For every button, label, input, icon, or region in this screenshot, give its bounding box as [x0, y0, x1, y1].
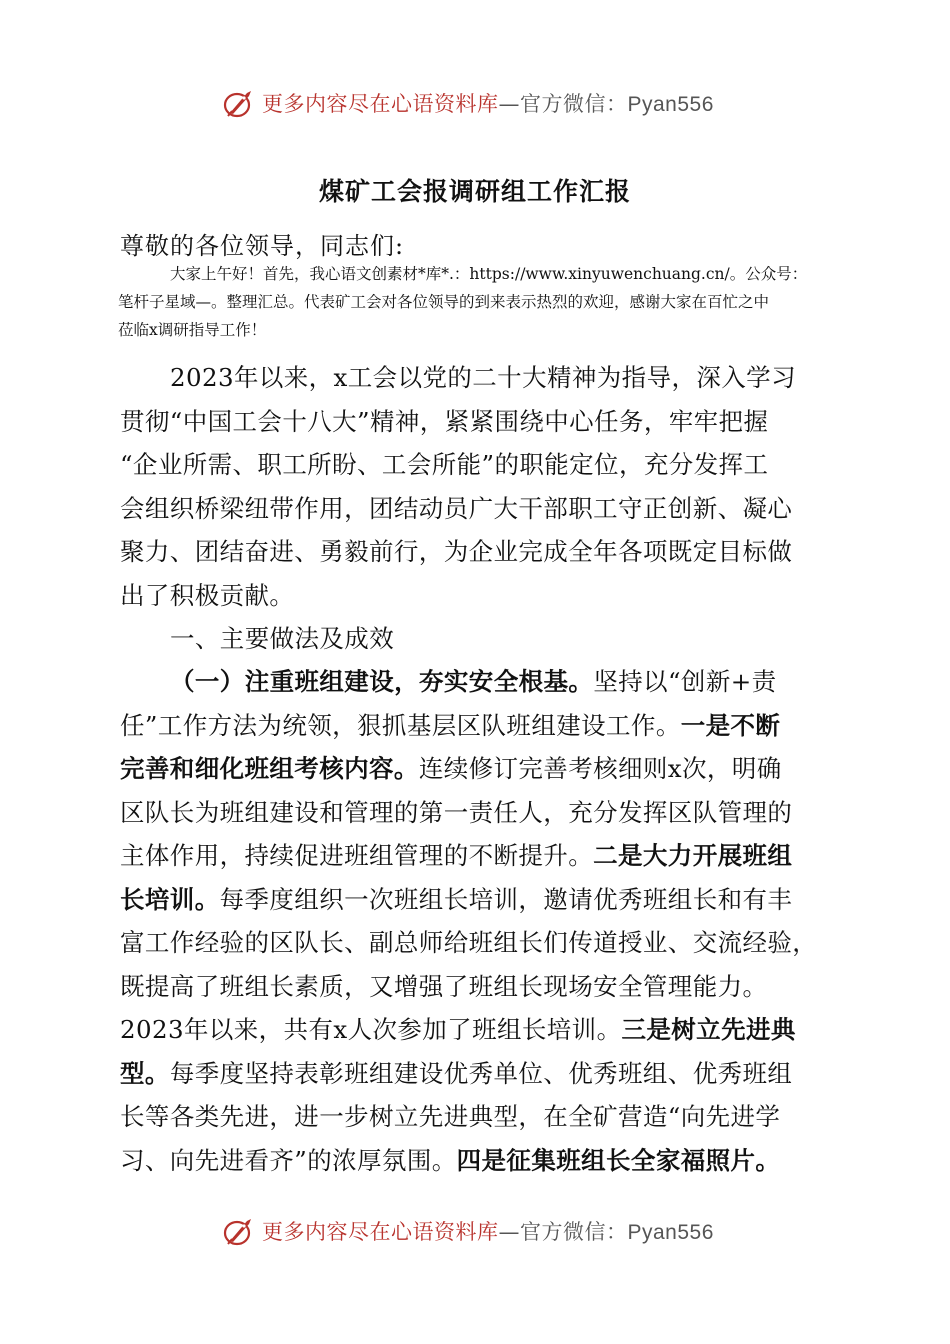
- point-bold: 四是征集班组长全家福照片。: [456, 1145, 781, 1175]
- point-bold: 型。: [120, 1058, 170, 1088]
- text-line: 富工作经验的区队长、副总师给班组长们传道授业、交流经验，: [120, 928, 818, 957]
- paragraph-overview: [120, 356, 832, 617]
- text-line: [120, 878, 832, 922]
- point-bold: 一是不断: [680, 710, 781, 740]
- text-run: 习、向先进看齐”的浓厚氛围。: [120, 1145, 457, 1175]
- point-bold: 完善和细化班组考核内容。: [120, 754, 419, 783]
- text-line: [120, 1052, 832, 1096]
- banner-dash: —: [498, 1220, 520, 1244]
- intro-line: 莅临x调研指导工作！: [118, 321, 267, 339]
- salutation: 尊敬的各位领导，同志们:: [120, 232, 405, 260]
- header-banner: [0, 83, 950, 123]
- text-run: 每季度坚持表彰班组建设优秀单位、优秀班组、优秀班组: [169, 1058, 793, 1088]
- text-line: [120, 747, 832, 791]
- banner-content: [222, 87, 714, 119]
- section-heading: [120, 617, 832, 661]
- point-bold: 长培训。: [120, 884, 220, 914]
- text-line: 既提高了班组长素质，又增强了班组长现场安全管理能力。: [120, 971, 768, 1001]
- banner-wechat-id: Pyan556: [627, 93, 714, 116]
- intro-paragraph: [118, 260, 838, 344]
- intro-line: 大家上午好！首先，我心语文创素材*库*.：https://www.xinyuwenchuang.cn/。公众号：: [170, 265, 808, 283]
- footer-banner: [0, 1211, 950, 1251]
- text-run: 主体作用，持续促进班组管理的不断提升。: [120, 841, 594, 870]
- text-run: 任”工作方法为统领，狠抓基层区队班组建设工作。: [120, 710, 681, 740]
- text-run: 每季度组织一次班组长培训，邀请优秀班组长和有丰: [219, 884, 793, 914]
- quill-logo-icon: [222, 1215, 256, 1247]
- text-line: [120, 704, 832, 748]
- text-line: 贯彻“中国工会十八大”精神，紧紧围绕中心任务，牢牢把握: [120, 406, 769, 436]
- document-title: 煤矿工会报调研组工作汇报: [318, 177, 631, 206]
- banner-content: [222, 1215, 714, 1247]
- banner-wechat-label: 官方微信：: [520, 1220, 628, 1244]
- text-run: 连续修订完善考核细则x次，明确: [418, 754, 782, 783]
- text-line: [120, 1008, 832, 1052]
- text-line: 会组织桥梁纽带作用，团结动员广大干部职工守正创新、凝心: [120, 493, 793, 523]
- text-line: [120, 660, 832, 704]
- text-line: [120, 834, 832, 878]
- banner-text: [262, 1216, 714, 1246]
- banner-wechat-label: 官方微信：: [520, 92, 628, 116]
- text-run: 坚持以“创新+责: [593, 667, 777, 696]
- banner-lead-text: 更多内容尽在心语资料库: [262, 92, 499, 116]
- point-bold: 三是树立先进典: [621, 1015, 796, 1044]
- text-line: 区队长为班组建设和管理的第一责任人，充分发挥区队管理的: [120, 797, 793, 827]
- text-line: [120, 1139, 832, 1183]
- section-heading-text: 一、主要做法及成效: [170, 624, 395, 653]
- paragraph-team-building: [120, 660, 832, 1182]
- text-line: 聚力、团结奋进、勇毅前行，为企业完成全年各项既定目标做: [120, 537, 793, 566]
- quill-logo-icon: [222, 87, 256, 119]
- banner-text: [262, 88, 714, 118]
- point-bold: 二是大力开展班组: [593, 841, 793, 870]
- banner-dash: —: [498, 92, 520, 116]
- intro-line: 笔杆子星域—。整理汇总。代表矿工会对各位领导的到来表示热烈的欢迎，感谢大家在百忙之中: [118, 293, 770, 311]
- banner-wechat-id: Pyan556: [627, 1221, 714, 1244]
- banner-lead-text: 更多内容尽在心语资料库: [262, 1220, 499, 1244]
- text-line: 2023年以来，x工会以党的二十大精神为指导，深入学习: [170, 363, 796, 392]
- text-line: 出了积极贡献。: [120, 580, 295, 610]
- text-line: “企业所需、职工所盼、工会所能”的职能定位，充分发挥工: [120, 450, 769, 479]
- subheading-bold: （一）注重班组建设，夯实安全根基。: [170, 667, 594, 696]
- text-run: 2023年以来，共有x人次参加了班组长培训。: [120, 1015, 622, 1044]
- text-line: 长等各类先进，进一步树立先进典型，在全矿营造“向先进学: [120, 1102, 781, 1131]
